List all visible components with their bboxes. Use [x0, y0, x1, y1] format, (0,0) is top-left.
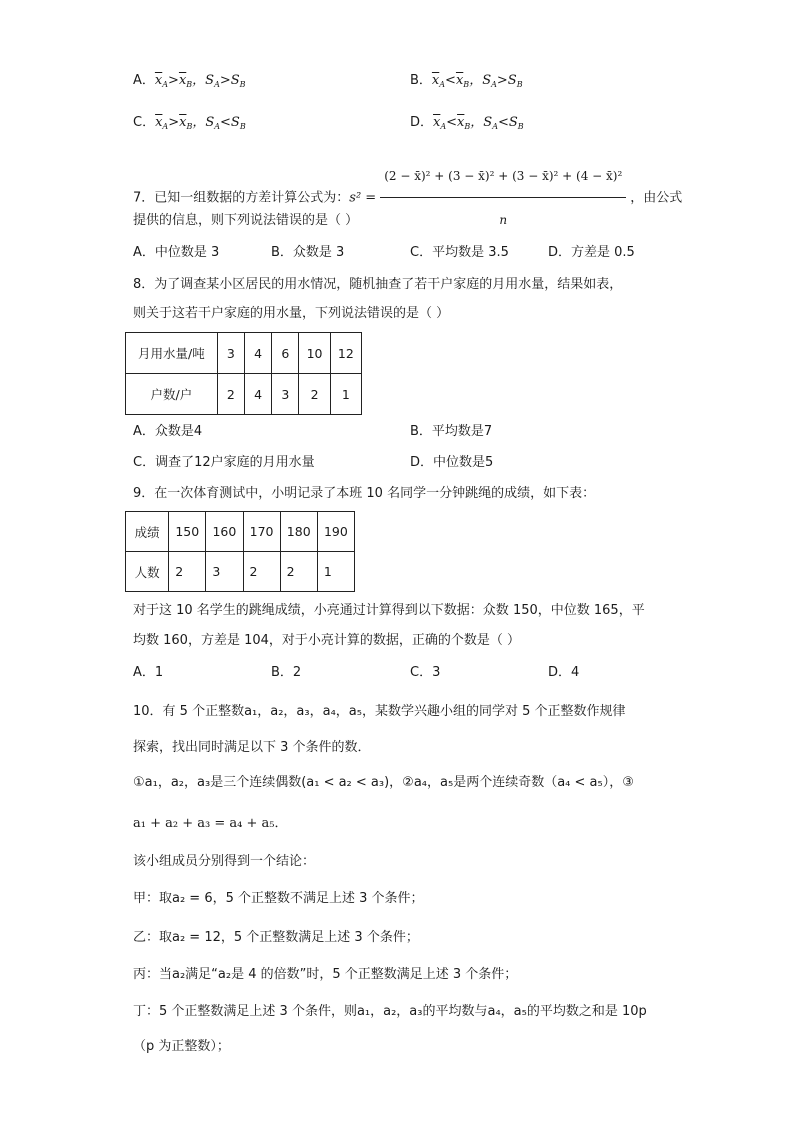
q10-line6: 甲：取a₂ = 6，5 个正整数不满足上述 3 个条件；	[133, 891, 424, 906]
q7-option-b: B．众数是 3	[271, 245, 345, 260]
q7-formula-denominator: n	[499, 213, 508, 227]
q9-table-cell: 3	[206, 552, 243, 592]
q8-table	[125, 332, 362, 415]
q8-option-d: D．中位数是5	[410, 455, 494, 470]
q8-table-row-households	[126, 374, 362, 415]
q6-option-b-label: B．	[410, 73, 432, 88]
q8-option-a: A．众数是4	[133, 424, 203, 439]
q7-option-a: A．中位数是 3	[133, 245, 220, 260]
q9-text-line1: 对于这 10 名学生的跳绳成绩，小亮通过计算得到以下数据：众数 150，中位数 165，平	[133, 603, 645, 618]
q8-option-b: B．平均数是7	[410, 424, 493, 439]
q7-stem-line2: 提供的信息，则下列说法错误的是（ ）	[133, 213, 359, 228]
q6-option-d	[410, 114, 524, 136]
q9-table-cell: 170	[243, 512, 280, 552]
q8-stem-line1: 8．为了调查某小区居民的用水情况，随机抽查了若干户家庭的月用水量，结果如表，	[133, 277, 623, 292]
q7-formula-numerator: (2 − x̄)² + (3 − x̄)² + (3 − x̄)² + (4 − x̄)²	[380, 156, 626, 198]
q7-stem-prefix: 7．已知一组数据的方差计算公式为：	[133, 190, 350, 206]
q8-table-cell: 2	[299, 374, 330, 415]
q9-table-cell: 190	[317, 512, 354, 552]
q7-option-d: D．方差是 0.5	[548, 245, 635, 260]
q6-option-b	[410, 72, 523, 94]
q8-table-cell: 3	[272, 374, 299, 415]
q8-table-cell: 4	[244, 374, 271, 415]
q8-table-cell: 1	[330, 374, 361, 415]
q9-table-row-score	[126, 512, 355, 552]
q7-option-c: C．平均数是 3.5	[410, 245, 509, 260]
q10-line10: （p 为正整数）；	[133, 1039, 230, 1054]
q8-table-cell: 3	[217, 333, 244, 374]
q9-table-cell: 160	[206, 512, 243, 552]
q10-line5: 该小组成员分别得到一个结论：	[133, 854, 316, 869]
q9-table-cell: 2	[243, 552, 280, 592]
q8-table-cell: 4	[244, 333, 271, 374]
q8-stem-line2: 则关于这若干户家庭的用水量，下列说法错误的是（ ）	[133, 306, 450, 321]
q8-table-row-volume	[126, 333, 362, 374]
q9-text-line2: 均数 160，方差是 104，对于小亮计算的数据，正确的个数是（ ）	[133, 633, 521, 648]
q8-table-header-volume: 月用水量/吨	[126, 333, 218, 374]
q10-line1: 10．有 5 个正整数a₁，a₂，a₃，a₄，a₅，某数学兴趣小组的同学对 5 个正整数作规律	[133, 704, 626, 719]
q9-table-cell: 2	[280, 552, 317, 592]
q9-table-cell: 180	[280, 512, 317, 552]
q9-table-row-count	[126, 552, 355, 592]
q8-table-cell: 6	[272, 333, 299, 374]
q9-table-cell: 2	[169, 552, 206, 592]
q8-table-cell: 2	[217, 374, 244, 415]
q8-option-c: C．调查了12户家庭的月用水量	[133, 455, 315, 470]
q6-option-c-math: $\overline{x}_A>\overline{x}_B$，$S_A<S_B$	[155, 115, 246, 131]
q6-option-a-label: A．	[133, 73, 155, 88]
q10-line8: 丙：当a₂满足“a₂是 4 的倍数”时，5 个正整数满足上述 3 个条件；	[133, 967, 518, 982]
q10-line2: 探索，找出同时满足以下 3 个条件的数．	[133, 740, 371, 755]
q10-line3: ①a₁，a₂，a₃是三个连续偶数(a₁ < a₂ < a₃)，②a₄，a₅是两个连续奇数（a₄ < a₅），③	[133, 775, 634, 790]
q9-table-header-score: 成绩	[126, 512, 169, 552]
q8-table-cell: 12	[330, 333, 361, 374]
q9-table-cell: 150	[169, 512, 206, 552]
q6-option-c	[133, 114, 246, 136]
q9-table-cell: 1	[317, 552, 354, 592]
q6-option-d-label: D．	[410, 115, 434, 130]
q6-option-b-math: $\overline{x}_A<\overline{x}_B$，$S_A>S_B$	[431, 73, 523, 89]
q7-formula-lhs: s² =	[349, 190, 377, 206]
q6-option-a-math: $\overline{x}_A>\overline{x}_B$，$S_A>S_B$	[154, 73, 246, 89]
q7-formula-fraction	[380, 156, 626, 240]
q9-option-c: C．3	[410, 665, 441, 680]
q6-option-c-label: C．	[133, 115, 156, 130]
q10-line7: 乙：取a₂ = 12，5 个正整数满足上述 3 个条件；	[133, 930, 419, 945]
q6-option-a	[133, 72, 246, 94]
q9-option-a: A．1	[133, 665, 164, 680]
q8-table-header-households: 户数/户	[126, 374, 218, 415]
q7-stem-suffix: ，由公式	[630, 190, 683, 206]
q9-table	[125, 511, 355, 592]
q9-table-header-count: 人数	[126, 552, 169, 592]
q10-line9: 丁：5 个正整数满足上述 3 个条件，则a₁，a₂，a₃的平均数与a₄，a₅的平均数之和是 10p	[133, 1004, 647, 1019]
q9-stem: 9．在一次体育测试中，小明记录了本班 10 名同学一分钟跳绳的成绩，如下表：	[133, 486, 596, 501]
q6-option-d-math: $\overline{x}_A<\overline{x}_B$，$S_A<S_B$	[433, 115, 524, 131]
q9-option-b: B．2	[271, 665, 302, 680]
q10-line4: a₁ + a₂ + a₃ = a₄ + a₅．	[133, 816, 288, 831]
q8-table-cell: 10	[299, 333, 330, 374]
q9-option-d: D．4	[548, 665, 580, 680]
